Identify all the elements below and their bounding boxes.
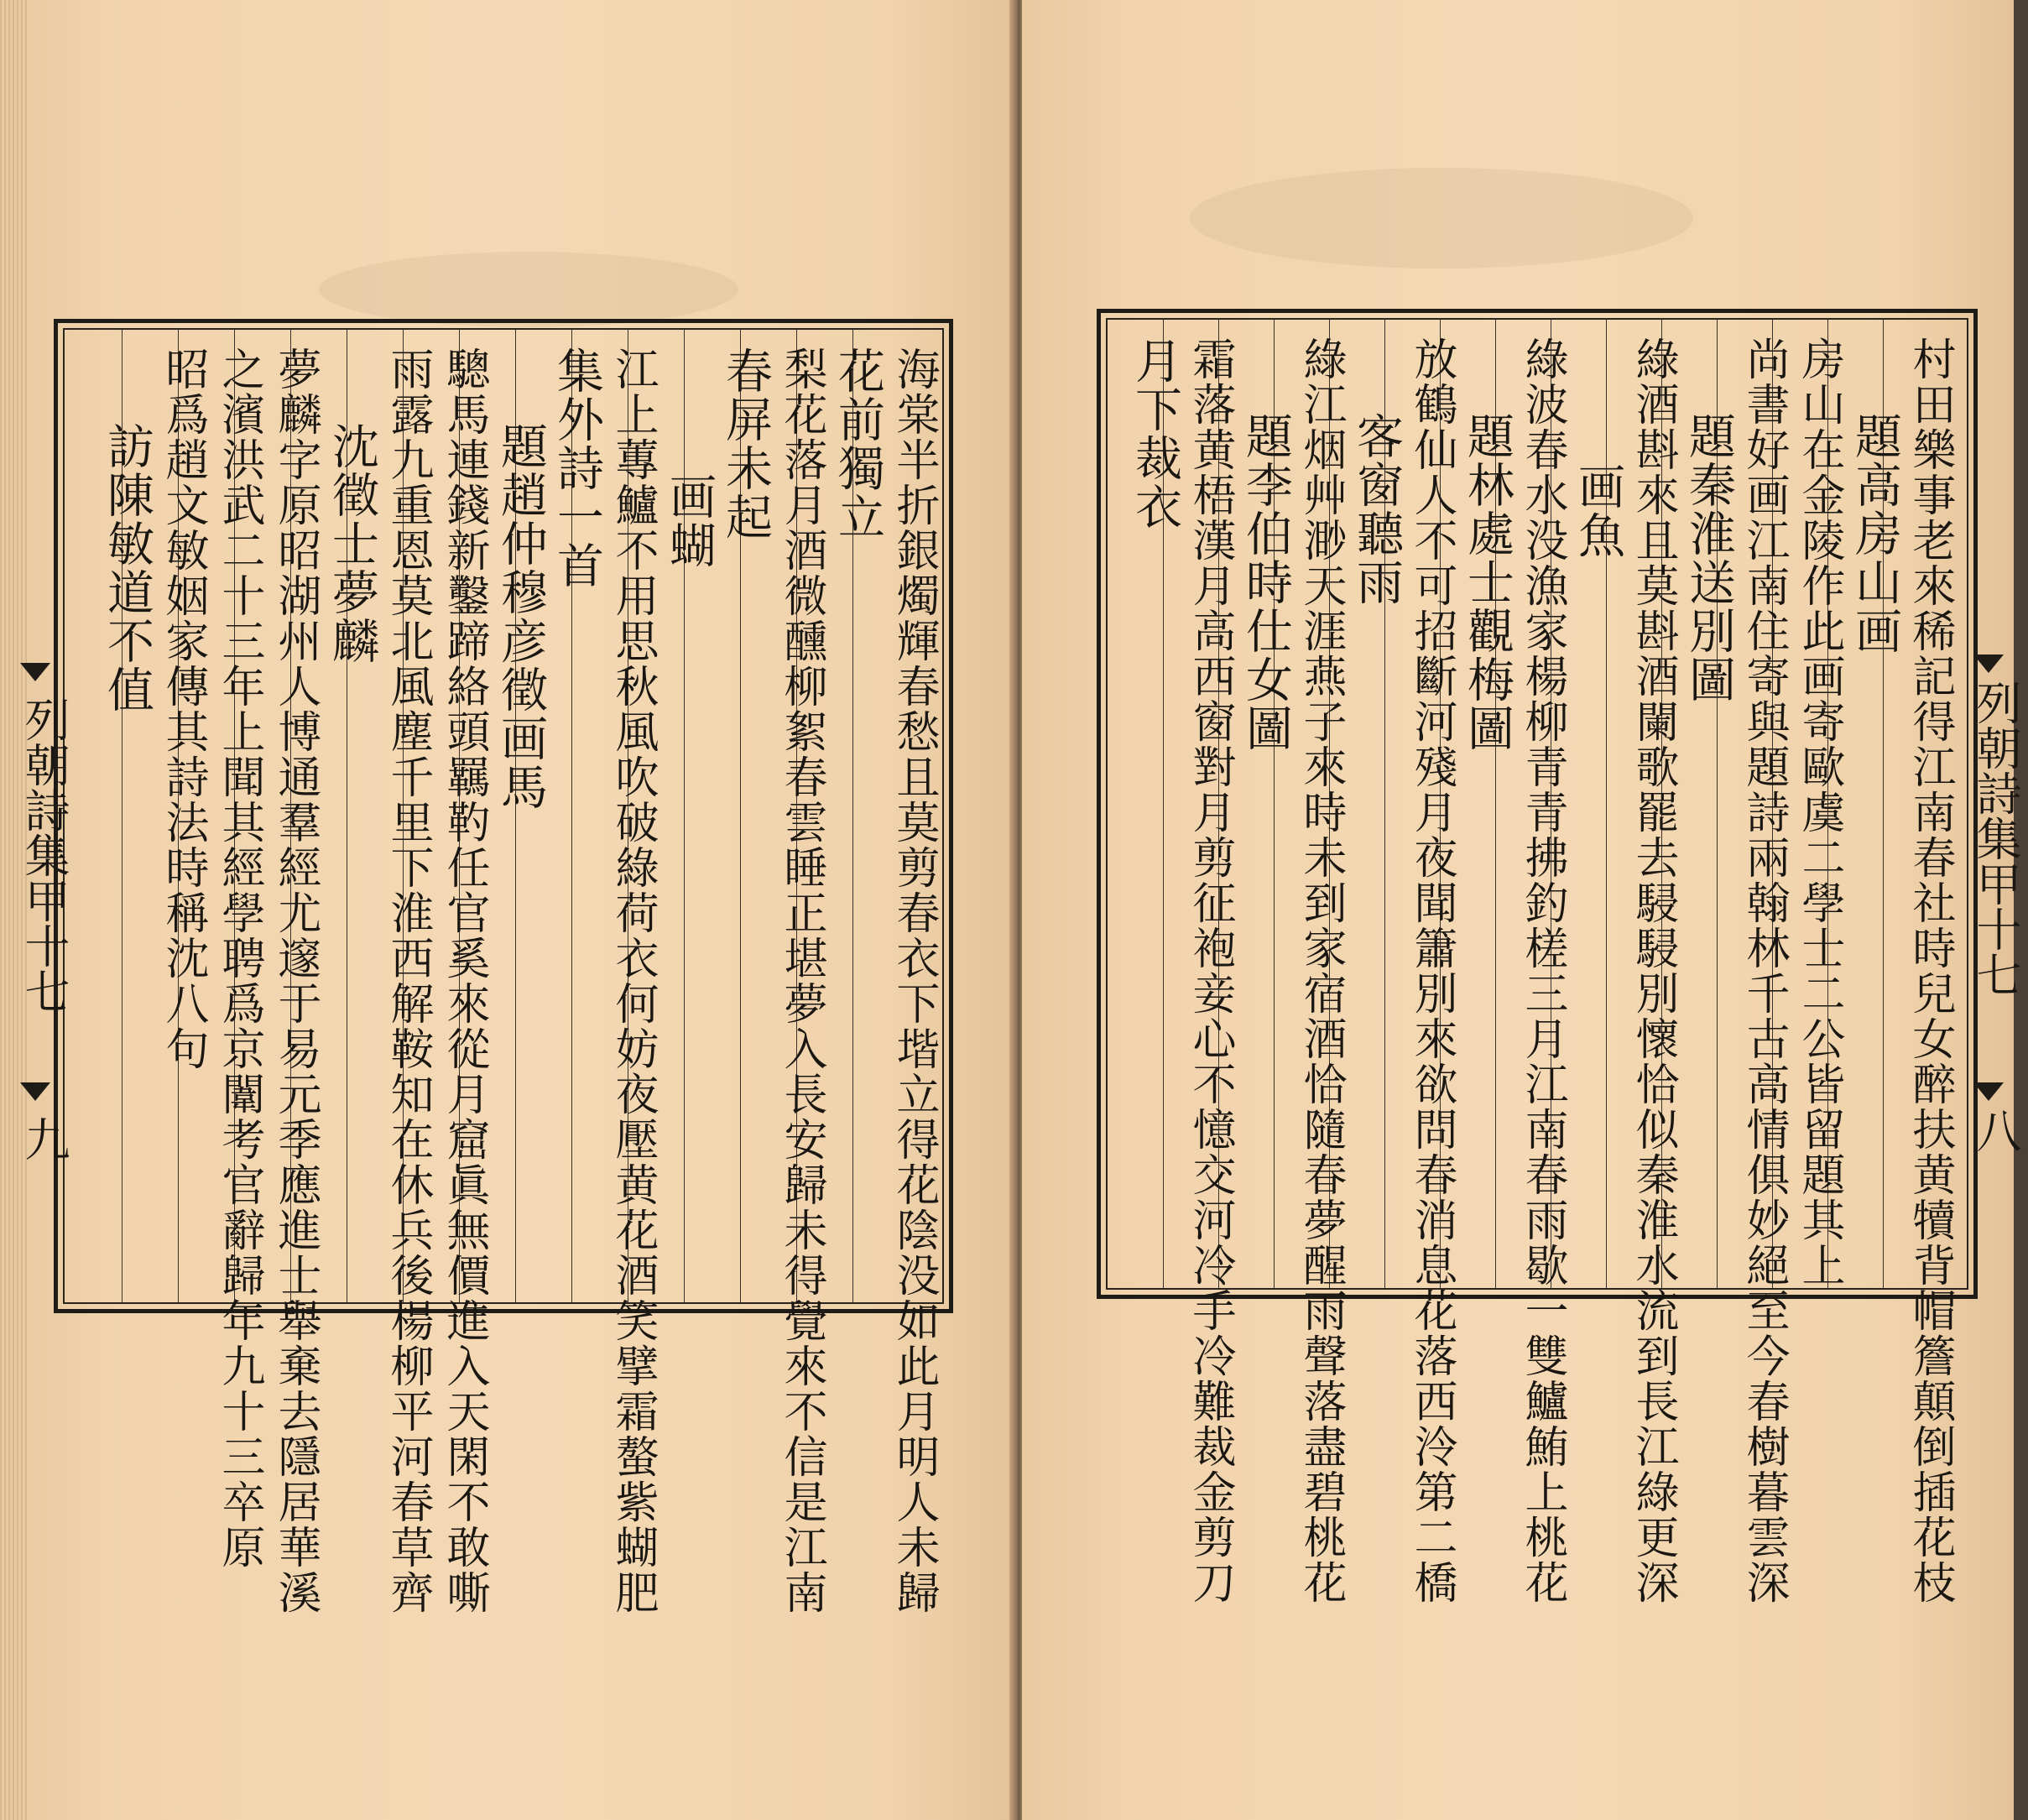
- text-column: 綠江烟艸渺天涯燕子來時未到家宿酒恰隨春夢醒雨聲落盡碧桃花: [1296, 336, 1346, 1605]
- text-column: 題高房山画: [1848, 412, 1902, 655]
- text-column: 驄馬連錢新鑿蹄絡頭羈靮任官奚來從月窟眞無價進入天閑不敢嘶: [439, 347, 489, 1615]
- fishtail-mark: [1973, 1082, 2004, 1101]
- leaf-number: 八: [1969, 1108, 2022, 1153]
- text-column: 花前獨立: [831, 347, 885, 541]
- text-column: 之濱洪武二十三年上聞其經學聘爲京闈考官辭歸年九十三卒原: [214, 347, 264, 1570]
- text-column: 村田樂事老來稀記得江南春社時兒女醉扶黄犢背帽簷顛倒插花枝: [1905, 336, 1955, 1605]
- left-text-frame: [54, 319, 953, 1615]
- text-column: 題趙仲穆彦徵画馬: [493, 422, 548, 811]
- text-column: 綠波春水没漁家楊柳青青拂釣槎三月江南春雨歇一雙鱸鮪上桃花: [1517, 336, 1567, 1605]
- stain: [319, 252, 738, 327]
- text-column: 画蝴: [662, 472, 717, 570]
- text-column: 霜落黄梧漢月高西窗對月剪征袍妾心不憶交河冷手冷難裁金剪刀: [1185, 336, 1235, 1605]
- text-column: 沈徵士夢麟: [325, 422, 379, 665]
- text-column: 客窗聽雨: [1349, 412, 1404, 607]
- text-column: 題秦淮送別圖: [1681, 412, 1736, 704]
- text-column: 海棠半折銀燭輝春愁且莫剪春衣下堦立得花陰没如此月明人未歸: [889, 347, 939, 1615]
- banxin-title: 列朝詩集甲十七: [18, 696, 70, 1014]
- text-column: 画魚: [1571, 462, 1625, 560]
- banxin-title: 列朝詩集甲十七: [1969, 680, 2022, 997]
- fishtail-mark: [20, 663, 50, 681]
- text-column: 月下裁衣: [1128, 336, 1182, 531]
- text-column: 集外詩一首: [550, 347, 604, 590]
- right-text-frame: [1097, 309, 1978, 1605]
- leaf-number: 九: [18, 1116, 70, 1161]
- fishtail-mark: [20, 1082, 50, 1101]
- text-column: 房山在金陵作此画寄歐虞二學士二公皆留題其上: [1794, 336, 1844, 1288]
- text-column: 題林處士觀梅圖: [1460, 412, 1514, 753]
- text-column: 夢麟字原昭湖州人博通羣經尤邃于易元季應進士舉棄去隱居華溪: [270, 347, 321, 1615]
- text-column: 尚書好画江南住寄與題詩兩翰林千古高情俱妙絕至今春樹暮雲深: [1739, 336, 1789, 1605]
- text-column: 昭爲趙文敏姻家傳其詩法時稱沈八句: [158, 347, 208, 1072]
- text-column: 訪陳敏道不值: [100, 422, 154, 714]
- stain: [1190, 168, 1693, 269]
- text-column: 江上蓴鱸不用思秋風吹破綠荷衣何妨夜壓黄花酒笑擘霜螯紫蝴肥: [607, 347, 658, 1615]
- text-column: 梨花落月酒微醺柳絮春雲睡正堪夢入長安歸未得覺來不信是江南: [776, 347, 826, 1615]
- fishtail-mark: [1973, 654, 2004, 673]
- text-column: 綠酒斟來且莫斟酒闌歌罷去駸駸別懷恰似秦淮水流到長江綠更深: [1628, 336, 1678, 1605]
- text-column: 題李伯時仕女圖: [1238, 412, 1293, 753]
- right-inner-border: [1106, 318, 1968, 1605]
- text-column: 雨露九重恩莫北風塵千里下淮西解鞍知在休兵後楊柳平河春草齊: [383, 347, 433, 1615]
- left-inner-border: [63, 328, 944, 1615]
- text-column: 春屏未起: [718, 347, 773, 541]
- right-page: [1022, 0, 2022, 1820]
- text-column: 放鶴仙人不可招斷河殘月夜聞簫別來欲問春消息花落西泠第二橋: [1406, 336, 1457, 1605]
